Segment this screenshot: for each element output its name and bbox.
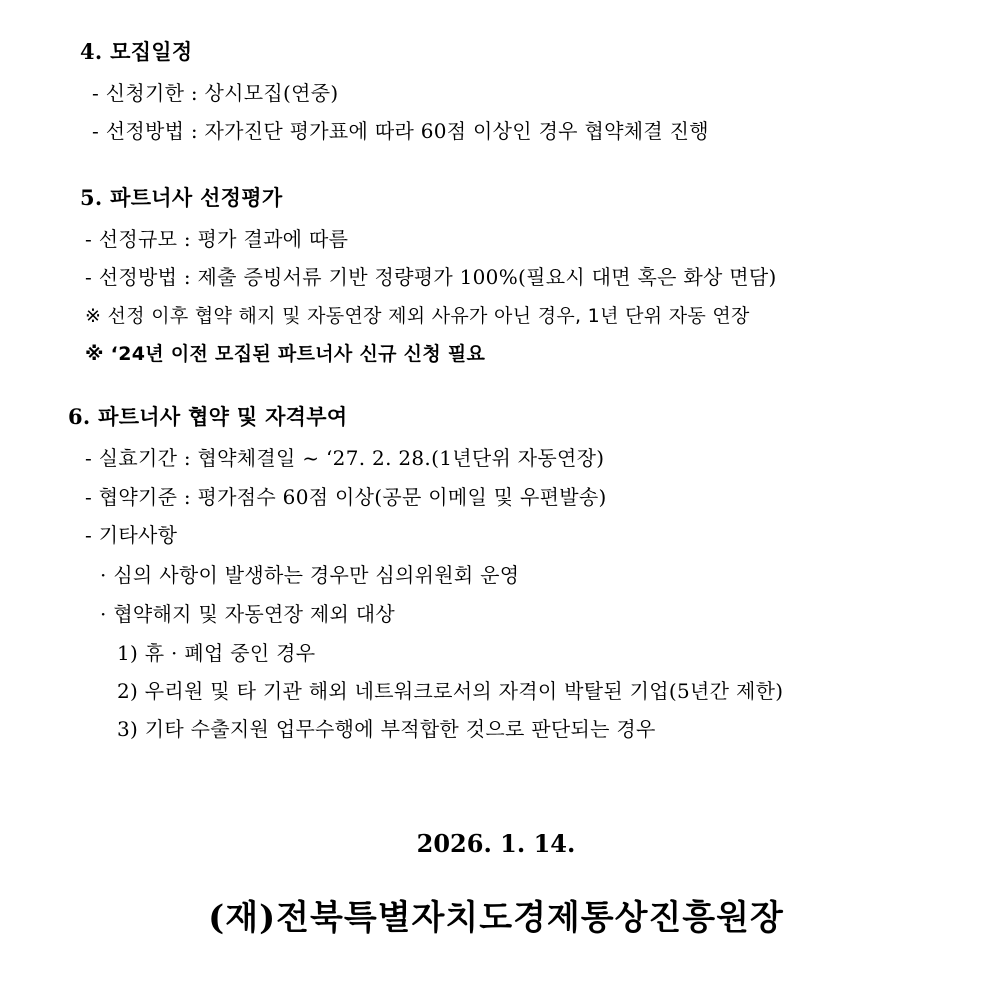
section-4-item-selection-method: - 선정방법 : 자가진단 평가표에 따라 60점 이상인 경우 협약체결 진행: [92, 119, 709, 143]
section-6-item-validity-period: - 실효기간 : 협약체결일 ~ ‘27. 2. 28.(1년단위 자동연장): [85, 446, 605, 470]
section-5-note-auto-renewal: ※ 선정 이후 협약 해지 및 자동연장 제외 사유가 아닌 경우, 1년 단위 자동 연장: [85, 305, 750, 327]
section-6-bullet-termination-targets: · 협약해지 및 자동연장 제외 대상: [100, 602, 396, 626]
document-date: 2026. 1. 14.: [416, 829, 576, 858]
section-5-item-selection-method: - 선정방법 : 제출 증빙서류 기반 정량평가 100%(필요시 대면 혹은 화상 면담): [85, 265, 777, 289]
issuing-organization: (재)전북특별자치도경제통상진흥원장: [208, 898, 784, 938]
section-5-item-selection-scale: - 선정규모 : 평가 결과에 따름: [85, 227, 349, 251]
section-4-heading: 4. 모집일정: [80, 39, 193, 64]
section-6-item-agreement-criteria: - 협약기준 : 평가점수 60점 이상(공문 이메일 및 우편발송): [85, 485, 607, 509]
section-6-item-others: - 기타사항: [85, 523, 178, 547]
section-5-note-reapplication: ※ ‘24년 이전 모집된 파트너사 신규 신청 필요: [85, 343, 486, 365]
section-6-bullet-review-committee: · 심의 사항이 발생하는 경우만 심의위원회 운영: [100, 563, 520, 587]
section-6-numbered-item-2: 2) 우리원 및 타 기관 해외 네트워크로서의 자격이 박탈된 기업(5년간 제한): [117, 679, 784, 703]
section-5-heading: 5. 파트너사 선정평가: [80, 185, 283, 210]
section-4-item-application-period: - 신청기한 : 상시모집(연중): [92, 81, 339, 105]
section-6-heading: 6. 파트너사 협약 및 자격부여: [68, 404, 348, 429]
section-6-numbered-item-1: 1) 휴 · 폐업 중인 경우: [117, 641, 316, 665]
section-6-numbered-item-3: 3) 기타 수출지원 업무수행에 부적합한 것으로 판단되는 경우: [117, 717, 656, 741]
